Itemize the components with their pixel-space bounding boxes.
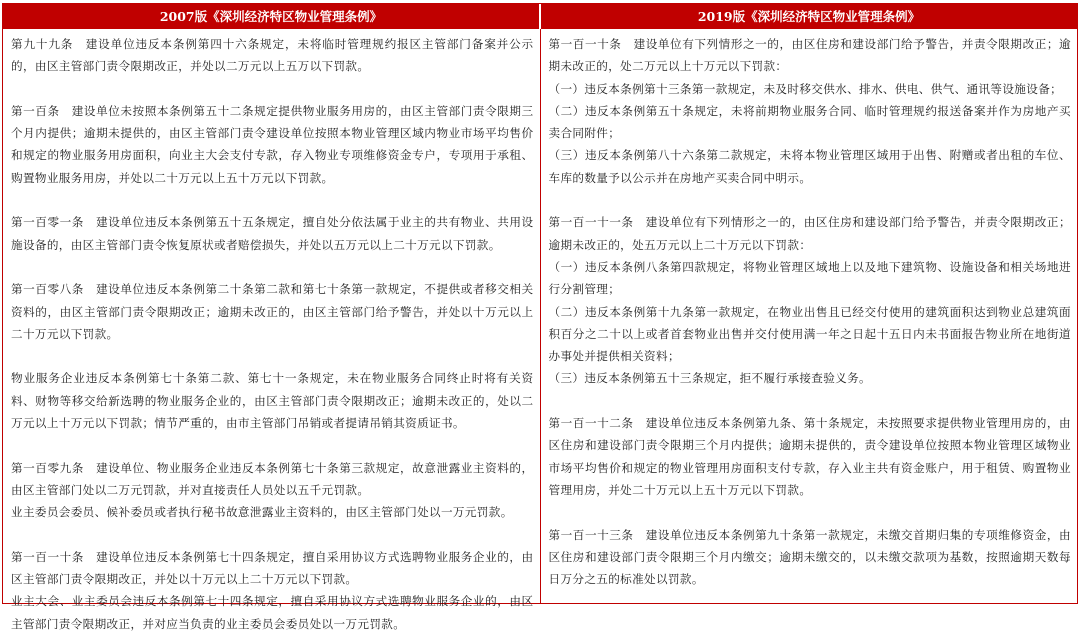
provision-paragraph: 物业服务企业违反本条例第七十条第二款、第七十一条规定，未在物业服务合同终止时将有关资料、财物等移交给新选聘的物业服务企业的，由区主管部门责令限期改正；逾期未改正的，处以二万元以上十万元以下罚款；情节严重的，由市主管部门吊销或者提请吊销其资质证书。	[11, 371, 534, 431]
provision-paragraph: 第一百零九条 建设单位、物业服务企业违反本条例第七十条第三款规定，故意泄露业主资料的，由区主管部门处以二万元罚款，并对直接责任人员处以五千元罚款。	[11, 460, 534, 497]
provision-paragraph: 第一百一十条 建设单位违反本条例第七十四条规定，擅自采用协议方式选聘物业服务企业的，由区主管部门责令限期改正，并处以十万元以上二十万元以下罚款。	[11, 549, 534, 587]
column-2007-provisions	[3, 29, 540, 631]
provision-paragraph: （一）违反本条例八条第四款规定，将物业管理区域地上以及地下建筑物、设施设备和相关场地进行分割管理；	[548, 259, 1071, 297]
provision-paragraph: 第一百零一条 建设单位违反本条例第五十五条规定，擅自处分依法属于业主的共有物业、共用设施设备的，由区主管部门责令恢复原状或者赔偿损失，并处以五万元以上二十万元以下罚款。	[11, 215, 534, 252]
header-2019-edition: 2019版《深圳经济特区物业管理条例》	[539, 4, 1077, 29]
provision-paragraph: （二）违反本条例第十九条第一款规定，在物业出售且已经交付使用的建筑面积达到物业总建筑面积百分之二十以上或者首套物业出售并交付使用满一年之日起十五日内未书面报告物业所在地街道办事处并提供相关资料；	[548, 304, 1071, 364]
provision-paragraph: （二）违反本条例第五十条规定，未将前期物业服务合同、临时管理规约报送备案并作为房地产买卖合同附件；	[548, 103, 1071, 141]
column-2019-provisions	[540, 29, 1078, 603]
provision-paragraph: 第一百一十条 建设单位有下列情形之一的，由区住房和建设部门给予警告，并责令限期改正；逾期未改正的，处二万元以上十万元以下罚款：	[548, 37, 1071, 74]
provision-paragraph: 第一百条 建设单位未按照本条例第五十二条规定提供物业服务用房的，由区主管部门责令限期三个月内提供；逾期未提供的，由区主管部门责令建设单位按照本物业管理区域内物业市场平均售价和规定的物业服务用房面积，向业主大会支付专款，存入物业专项维修资金专户，专项用于承租、购置物业服务用房，并处以二十万元以上五十万元以下罚款。	[11, 103, 534, 185]
provision-paragraph: 第一百一十一条 建设单位有下列情形之一的，由区住房和建设部门给予警告，并责令限期改正；逾期未改正的，处五万元以上二十万元以下罚款：	[548, 215, 1071, 252]
table-body-row	[3, 29, 1077, 631]
provision-paragraph: 业主大会、业主委员会违反本条例第七十四条规定，擅自采用协议方式选聘物业服务企业的，由区主管部门责令限期改正，并对应当负责的业主委员会委员处以一万元罚款。	[11, 594, 534, 631]
provision-paragraph: （一）违反本条例第十三条第一款规定，未及时移交供水、排水、供电、供气、通讯等设施设备；	[548, 81, 1063, 96]
provision-paragraph: 第一百一十三条 建设单位违反本条例第九十条第一款规定，未缴交首期归集的专项维修资金，由区住房和建设部门责令限期三个月内缴交；逾期未缴交的，以未缴交款项为基数，按照逾期天数每日万分之五的标准处以罚款。	[548, 527, 1071, 587]
provision-paragraph: （三）违反本条例第五十三条规定，拒不履行承接查验义务。	[548, 371, 871, 386]
comparison-table	[2, 3, 1078, 631]
provision-paragraph: 第九十九条 建设单位违反本条例第四十六条规定，未将临时管理规约报区主管部门备案并公示的，由区主管部门责令限期改正，并处以二万元以上五万以下罚款。	[11, 37, 534, 74]
header-2007-edition: 2007版《深圳经济特区物业管理条例》	[159, 9, 383, 24]
table-header-row	[3, 4, 1077, 29]
provision-paragraph: 第一百零八条 建设单位违反本条例第二十条第二款和第七十条第一款规定，不提供或者移交相关资料的，由区主管部门责令限期改正；逾期未改正的，由区主管部门给予警告，并处以十万元以上二十万元以下罚款。	[11, 282, 534, 341]
provision-paragraph: （三）违反本条例第八十六条第二款规定，未将本物业管理区域用于出售、附赠或者出租的车位、车库的数量予以公示并在房地产买卖合同中明示。	[548, 148, 1071, 185]
provision-paragraph: 业主委员会委员、候补委员或者执行秘书故意泄露业主资料的，由区主管部门处以一万元罚款。	[11, 505, 513, 520]
provision-paragraph: 第一百一十二条 建设单位违反本条例第九条、第十条规定，未按照要求提供物业管理用房的，由区住房和建设部门责令限期三个月内提供；逾期未提供的，责令建设单位按照本物业管理区域物业市场平均售价和规定的物业管理用房面积支付专款，存入业主共有资金账户，用于租赁、购置物业管理用房，并处二十万元以上五十万元以下罚款。	[548, 416, 1071, 497]
